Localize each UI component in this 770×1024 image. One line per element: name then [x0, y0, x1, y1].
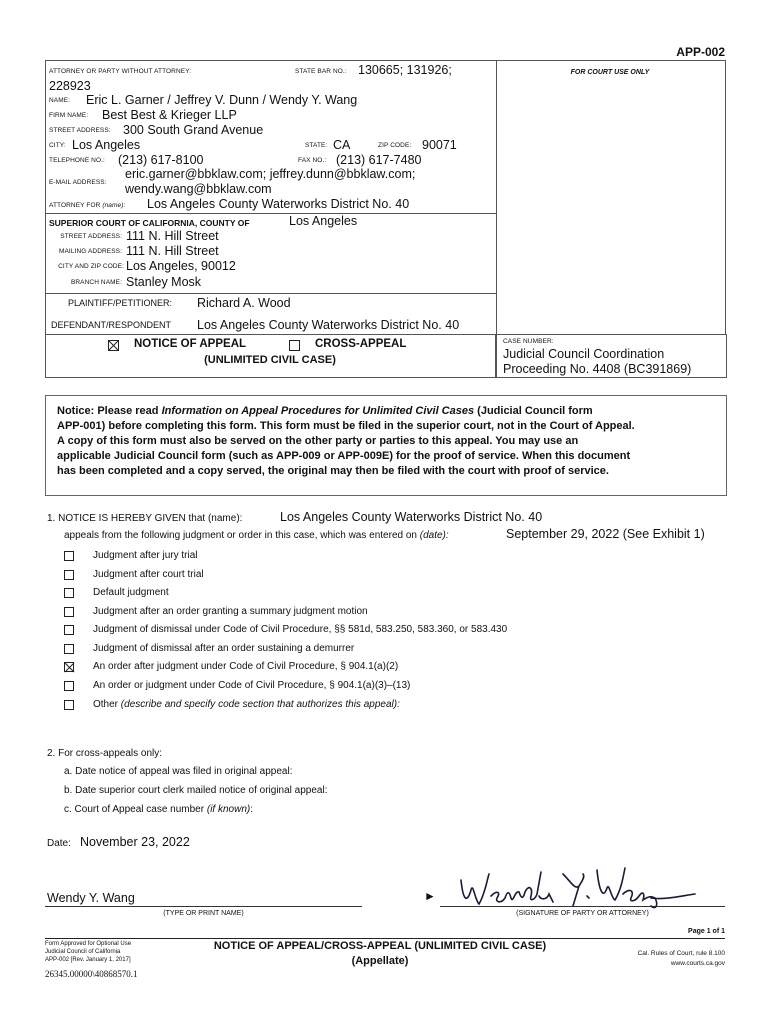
fax-label: FAX NO.:: [298, 157, 327, 164]
court-use-box: [495, 60, 726, 335]
judgment-option-label: Default judgment: [93, 587, 169, 598]
court-cityzip-label: CITY AND ZIP CODE:: [58, 263, 124, 270]
city-value[interactable]: Los Angeles: [72, 138, 141, 152]
court-use-only-label: FOR COURT USE ONLY: [570, 69, 650, 76]
date-label: Date:: [47, 838, 71, 849]
court-mailing-label: MAILING ADDRESS:: [58, 248, 122, 255]
judgment-option-checkbox[interactable]: [64, 551, 74, 561]
name-label: NAME:: [49, 97, 71, 104]
item2-c: c. Court of Appeal case number (if known):: [64, 804, 253, 815]
item2-a: a. Date notice of appeal was filed in original appeal:: [64, 766, 293, 777]
attorney-for-value[interactable]: Los Angeles County Waterworks District No. 40: [147, 197, 410, 211]
email-label: E-MAIL ADDRESS:: [49, 179, 107, 186]
court-cityzip-value[interactable]: Los Angeles, 90012: [126, 259, 236, 273]
footer-left-3: APP-002 [Rev. January 1, 2017]: [45, 957, 131, 963]
judgment-option-checkbox[interactable]: [64, 588, 74, 598]
judgment-option-label: Judgment after jury trial: [93, 550, 198, 561]
form-id: APP-002: [676, 45, 725, 59]
state-bar-label: STATE BAR NO.:: [295, 68, 347, 75]
judgment-option-label: Judgment of dismissal under Code of Civil Procedure, §§ 581d, 583.250, 583.360, or 583.430: [93, 624, 508, 635]
street-value[interactable]: 300 South Grand Avenue: [123, 123, 264, 137]
defendant-value[interactable]: Los Angeles County Waterworks District No. 40: [197, 318, 460, 332]
state-bar-value[interactable]: 130665; 131926;: [358, 63, 452, 77]
court-county-value[interactable]: Los Angeles: [289, 214, 358, 228]
footer-rule: [45, 938, 725, 939]
fax-value[interactable]: (213) 617-7480: [336, 153, 422, 167]
notice-of-appeal-checkbox[interactable]: [108, 340, 119, 351]
phone-label: TELEPHONE NO.:: [49, 157, 105, 164]
footer-left-2: Judicial Council of California: [45, 949, 121, 955]
firm-value[interactable]: Best Best & Krieger LLP: [102, 108, 237, 122]
judgment-option-checkbox[interactable]: [64, 607, 74, 617]
item1-line2: appeals from the following judgment or order in this case, which was entered on (date):: [64, 530, 449, 541]
zip-value[interactable]: 90071: [422, 138, 457, 152]
other-checkbox[interactable]: [64, 700, 74, 710]
page-number: Page 1 of 1: [688, 928, 725, 935]
court-branch-label: BRANCH NAME:: [70, 279, 122, 286]
court-label: SUPERIOR COURT OF CALIFORNIA, COUNTY OF: [49, 218, 250, 228]
footer-left-1: Form Approved for Optional Use: [45, 941, 132, 947]
judgment-option-checkbox[interactable]: [64, 570, 74, 580]
judgment-option-label: An order or judgment under Code of Civil Procedure, § 904.1(a)(3)–(13): [93, 680, 411, 691]
city-label: CITY:: [49, 142, 66, 149]
judgment-option-label: An order after judgment under Code of Civil Procedure, § 904.1(a)(2): [93, 661, 399, 672]
item1-prefix: 1. NOTICE IS HEREBY GIVEN that (name):: [47, 513, 243, 524]
judgment-option-label: Judgment after court trial: [93, 569, 204, 580]
case-number-line1[interactable]: Judicial Council Coordination: [503, 347, 665, 361]
title-subtitle: (UNLIMITED CIVIL CASE): [204, 354, 336, 366]
judgment-option-checkbox[interactable]: [64, 644, 74, 654]
name-value[interactable]: Eric L. Garner / Jeffrey V. Dunn / Wendy Y. Wang: [86, 93, 358, 107]
email-value-line1[interactable]: eric.garner@bbklaw.com; jeffrey.dunn@bbklaw.com;: [125, 167, 416, 181]
court-street-label: STREET ADDRESS:: [60, 233, 122, 240]
signature-label: (SIGNATURE OF PARTY OR ATTORNEY): [516, 910, 649, 917]
handwritten-signature: [455, 860, 700, 910]
phone-value[interactable]: (213) 617-8100: [118, 153, 204, 167]
defendant-label: DEFENDANT/RESPONDENT: [51, 320, 172, 330]
footer-subtitle: (Appellate): [351, 955, 409, 967]
typed-name-line: [45, 906, 362, 907]
notice-of-appeal-label: NOTICE OF APPEAL: [134, 338, 247, 350]
case-number-line2[interactable]: Proceeding No. 4408 (BC391869): [503, 362, 692, 376]
judgment-option-checkbox[interactable]: [64, 681, 74, 691]
footer-right-2: www.courts.ca.gov: [670, 960, 725, 967]
item2-b: b. Date superior court clerk mailed notice of original appeal:: [64, 785, 328, 796]
state-label: STATE:: [305, 142, 328, 149]
date-value[interactable]: November 23, 2022: [80, 835, 190, 849]
street-label: STREET ADDRESS:: [49, 127, 111, 134]
plaintiff-label: PLAINTIFF/PETITIONER:: [68, 298, 173, 308]
firm-label: FIRM NAME:: [49, 112, 89, 119]
cross-appeal-checkbox[interactable]: [289, 340, 300, 351]
zip-label: ZIP CODE:: [378, 142, 412, 149]
item1-date-value[interactable]: September 29, 2022 (See Exhibit 1): [506, 527, 705, 541]
plaintiff-value[interactable]: Richard A. Wood: [197, 296, 291, 310]
email-value-line2[interactable]: wendy.wang@bbklaw.com: [125, 182, 272, 196]
notice-line1: Notice: Please read Information on Appeal Procedures for Unlimited Civil Cases (Judicial Council form: [57, 405, 593, 417]
judgment-option-label: Judgment after an order granting a summary judgment motion: [93, 606, 368, 617]
state-bar-value-cont[interactable]: 228923: [49, 79, 91, 93]
judgment-option-checkbox[interactable]: [64, 625, 74, 635]
footer-right-1: Cal. Rules of Court, rule 8.100: [637, 950, 725, 957]
footer-title: NOTICE OF APPEAL/CROSS-APPEAL (UNLIMITED CIVIL CASE): [213, 940, 547, 952]
typed-name-value[interactable]: Wendy Y. Wang: [47, 891, 135, 905]
notice-line4: applicable Judicial Council form (such as APP-009 or APP-009E) for the proof of service. When this document: [57, 450, 631, 462]
item2-heading: 2. For cross-appeals only:: [47, 748, 163, 759]
cross-appeal-label: CROSS-APPEAL: [315, 338, 407, 350]
notice-line2: APP-001) before completing this form. This form must be filed in the superior court, not in the Court of Appeal.: [57, 420, 635, 432]
attorney-label: ATTORNEY OR PARTY WITHOUT ATTORNEY:: [49, 68, 192, 75]
other-label: Other (describe and specify code section that authorizes this appeal):: [93, 699, 400, 710]
court-street-value[interactable]: 111 N. Hill Street: [126, 229, 219, 243]
item1-name-value[interactable]: Los Angeles County Waterworks District No. 40: [280, 510, 543, 524]
notice-line5: has been completed and a copy served, the original may then be filed with the court with proof of service.: [57, 465, 609, 477]
type-name-label: (TYPE OR PRINT NAME): [163, 910, 244, 917]
judgment-option-checkbox[interactable]: [64, 662, 74, 672]
attorney-for-label: ATTORNEY FOR (name):: [49, 202, 126, 209]
signature-arrow-icon: ►: [424, 889, 436, 903]
court-mailing-value[interactable]: 111 N. Hill Street: [126, 244, 219, 258]
judgment-option-label: Judgment of dismissal after an order sustaining a demurrer: [93, 643, 355, 654]
footer-left-4: 26345.00000\40868570.1: [45, 969, 138, 979]
court-branch-value[interactable]: Stanley Mosk: [126, 275, 202, 289]
state-value[interactable]: CA: [333, 138, 351, 152]
case-number-label: CASE NUMBER:: [503, 338, 554, 345]
notice-line3: A copy of this form must also be served on the other party or parties to this appeal. You may use an: [57, 435, 579, 447]
